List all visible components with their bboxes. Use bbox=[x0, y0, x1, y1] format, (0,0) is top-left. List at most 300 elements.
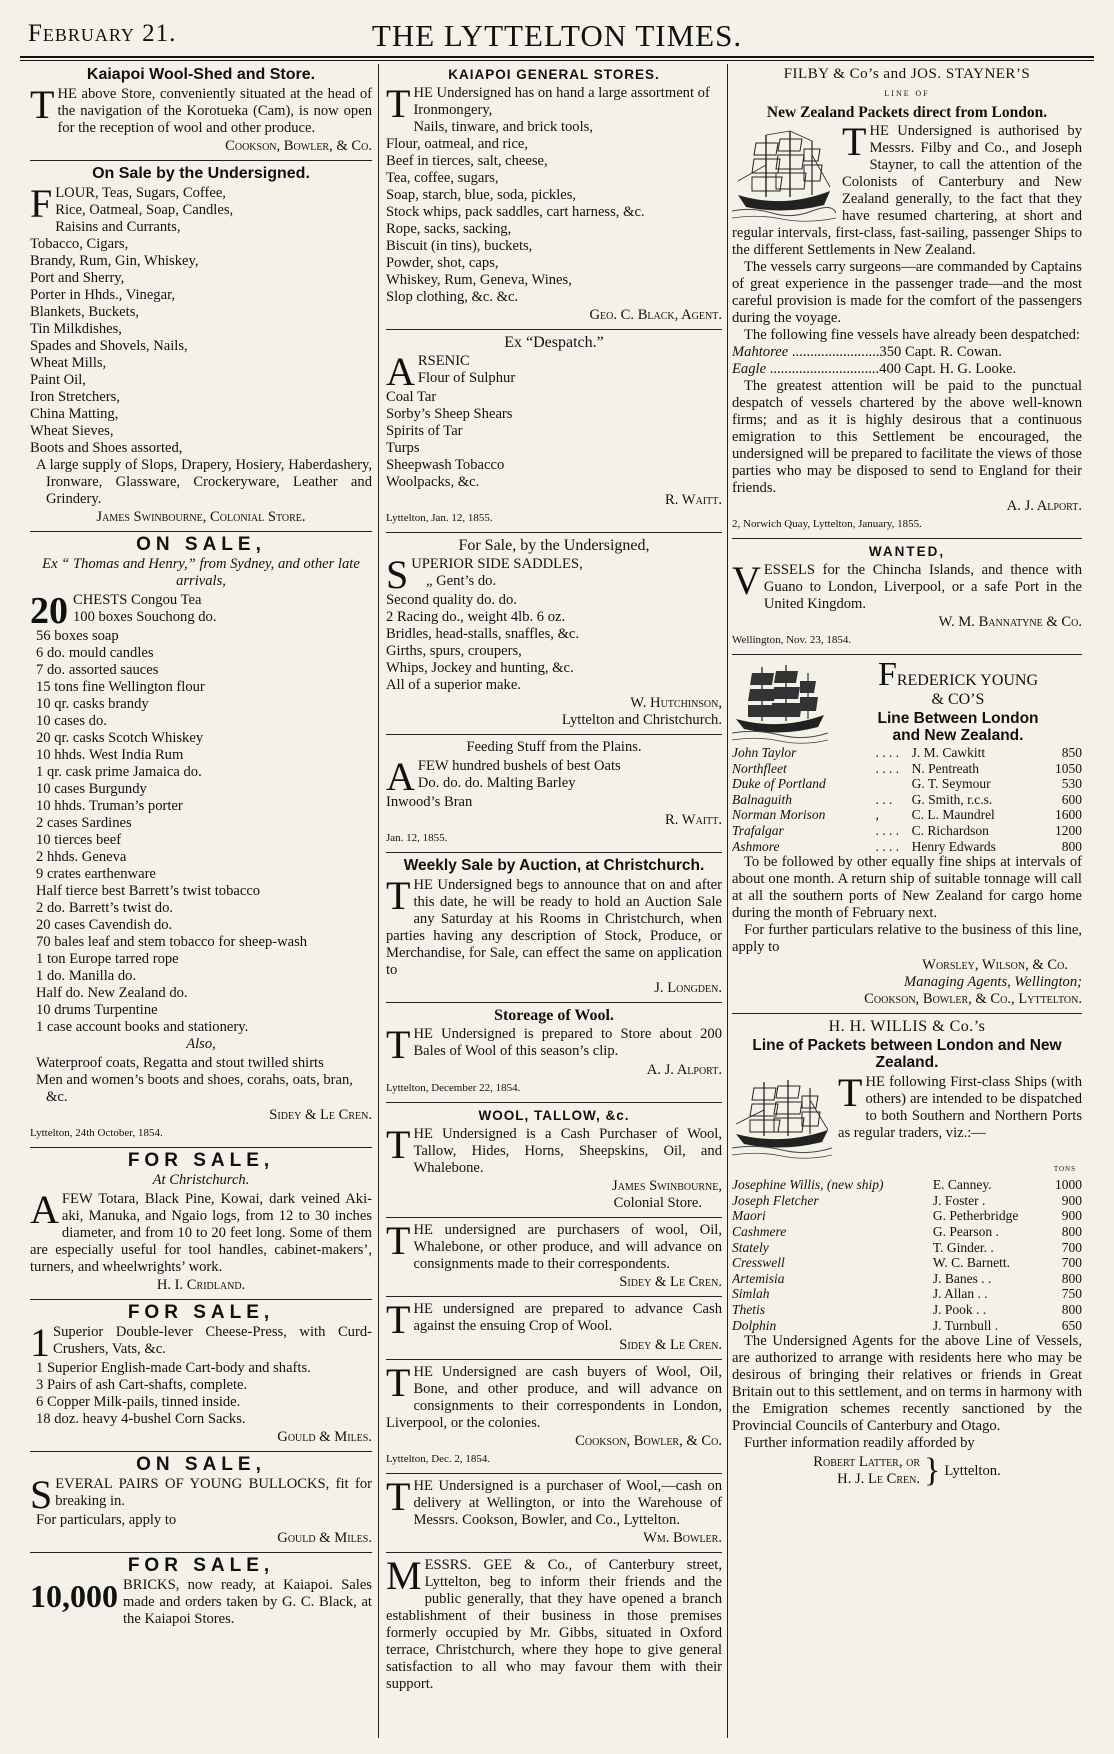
ad-signature: Gould & Miles. bbox=[277, 1429, 372, 1445]
ad-body: ESSELS for the Chincha Islands, and thence with Guano to London, Liverpool, or a safe Port in the United Kingdom. bbox=[763, 562, 1082, 612]
ad-body: HE Undersigned are cash buyers of Wool, Oil, Bone, and other produce, and will advance on consignments to their correspondents in London, Liverpool, or the colonies. bbox=[386, 1364, 722, 1431]
newspaper-title: THE LYTTELTON TIMES. bbox=[371, 18, 743, 53]
ad-signature: Sidey & Le Cren. bbox=[619, 1274, 722, 1290]
drop-initial: S bbox=[386, 552, 409, 597]
list-item: Soap, starch, blue, soda, pickles, bbox=[386, 187, 577, 203]
ad-date: 2, Norwich Quay, Lyttelton, January, 1855. bbox=[732, 518, 922, 530]
ad-signature: Gould & Miles. bbox=[277, 1530, 372, 1546]
ad-separator bbox=[386, 1296, 722, 1297]
table-row bbox=[732, 1286, 1082, 1302]
ad-title: WOOL, TALLOW, &c. bbox=[478, 1108, 630, 1123]
ad-title: & CO’S bbox=[931, 691, 985, 708]
list-item: Sorby’s Sheep Shears bbox=[386, 406, 513, 422]
list-item: 1 do. Manilla do. bbox=[36, 968, 137, 984]
ad-separator bbox=[386, 1102, 722, 1103]
ship-name: Josephine Willis, (new ship) bbox=[732, 1177, 884, 1193]
ship-name: Stately bbox=[732, 1239, 769, 1255]
list-item: China Matting, bbox=[30, 406, 119, 422]
list-item: Wheat Mills, bbox=[30, 355, 107, 371]
captain: G. Petherbridge bbox=[932, 1208, 1019, 1224]
table-row bbox=[732, 1177, 1082, 1193]
ship-dots: . . . bbox=[875, 791, 893, 807]
list-item: 2 do. Barrett’s twist do. bbox=[36, 900, 174, 916]
column-3 bbox=[732, 64, 1082, 1738]
column-2 bbox=[386, 64, 722, 1738]
ad-on-sale-undersigned bbox=[30, 165, 372, 526]
ad-title: and New Zealand. bbox=[892, 727, 1024, 744]
ad-separator bbox=[386, 329, 722, 330]
ship-name: Norman Morison bbox=[732, 807, 826, 823]
ad-signature: Worsley, Wilson, & Co. bbox=[922, 957, 1068, 974]
ad-signature: Geo. C. Black, Agent. bbox=[589, 307, 722, 323]
ad-thomas-henry bbox=[30, 536, 372, 1142]
ad-frederick-young bbox=[732, 659, 1082, 1008]
ad-separator bbox=[30, 1451, 372, 1452]
list-item: Raisins and Currants, bbox=[55, 219, 181, 235]
ad-title: FOR SALE, bbox=[127, 1150, 275, 1171]
list-item: 10 hhds. Truman’s porter bbox=[36, 798, 183, 814]
list-item: Waterproof coats, Regatta and stout twilled shirts bbox=[36, 1055, 324, 1071]
ship-name: Dolphin bbox=[732, 1317, 777, 1333]
list-item: UPERIOR SIDE SADDLES, bbox=[411, 556, 583, 572]
tons: 1050 bbox=[1055, 760, 1082, 776]
ad-bullocks bbox=[30, 1456, 372, 1547]
ad-body: The vessels carry surgeons—are commanded by Captains of great experience in the passenger trade—and the most careful provision is made for the comfort of the passengers during the voyage. bbox=[732, 259, 1082, 326]
tons: 530 bbox=[1061, 776, 1082, 792]
list-item: 15 tons fine Wellington flour bbox=[36, 679, 205, 695]
ad-willis-packets bbox=[732, 1018, 1082, 1488]
drop-initial: F bbox=[30, 181, 53, 226]
ship-detail: ..............................400 Capt. H. G. Looke. bbox=[769, 361, 1017, 377]
ad-signature: Robert Latter, or bbox=[813, 1454, 921, 1471]
ship-name: Trafalgar bbox=[732, 822, 784, 838]
list-item: Tea, coffee, sugars, bbox=[386, 170, 499, 186]
list-item: 20 qr. casks Scotch Whiskey bbox=[36, 730, 204, 746]
table-row bbox=[732, 807, 1082, 823]
ad-signature: A. J. Alport. bbox=[1006, 498, 1082, 514]
ad-signature: R. Waitt. bbox=[665, 812, 722, 828]
tons: 1600 bbox=[1055, 807, 1082, 823]
tons: 800 bbox=[1061, 838, 1082, 854]
table-row bbox=[732, 823, 1082, 839]
ad-body: HE Undersigned has on hand a large assortment of bbox=[413, 85, 710, 101]
list-item: Rope, sacks, sacking, bbox=[386, 221, 512, 237]
list-item: 10 drums Turpentine bbox=[36, 1002, 158, 1018]
list-item: Inwood’s Bran bbox=[386, 794, 473, 810]
ad-signature: Cookson, Bowler, & Co. bbox=[575, 1433, 722, 1449]
ad-subtitle: New Zealand Packets direct from London. bbox=[766, 104, 1048, 121]
list-item: CHESTS Congou Tea bbox=[73, 592, 202, 608]
list-item: 1 case account books and stationery. bbox=[36, 1019, 249, 1035]
ad-title: KAIAPOI GENERAL STORES. bbox=[448, 67, 660, 82]
list-item: Tin Milkdishes, bbox=[30, 321, 122, 337]
ad-body: EVERAL PAIRS OF YOUNG BULLOCKS, fit for breaking in. bbox=[55, 1476, 372, 1509]
tons: 700 bbox=[1061, 1255, 1082, 1271]
list-item: Flour, oatmeal, and rice, bbox=[386, 136, 529, 152]
table-row bbox=[732, 1302, 1082, 1318]
ad-separator bbox=[386, 532, 722, 533]
ad-separator bbox=[386, 1217, 722, 1218]
ad-title: FILBY & Co’s and JOS. STAYNER’S bbox=[783, 66, 1031, 82]
tons: 800 bbox=[1061, 1270, 1082, 1286]
list-item: Sheepwash Tobacco bbox=[386, 457, 505, 473]
tons: 650 bbox=[1061, 1317, 1082, 1333]
ad-body: HE Undersigned is prepared to Store about 200 Bales of Wool of this season’s clip. bbox=[413, 1026, 722, 1059]
list-item: 6 do. mould candles bbox=[36, 645, 154, 661]
ad-bowler bbox=[386, 1474, 722, 1547]
ad-signature: R. Waitt. bbox=[665, 492, 722, 508]
captain: G. T. Seymour bbox=[911, 776, 991, 792]
ad-title: Line of Packets between London and New Zealand. bbox=[752, 1037, 1062, 1072]
ad-signature-place: Colonial Store. bbox=[613, 1195, 702, 1211]
captain: Henry Edwards bbox=[911, 838, 996, 854]
list-item: Port and Sherry, bbox=[30, 270, 125, 286]
table-row bbox=[732, 1255, 1082, 1271]
ad-separator bbox=[386, 852, 722, 853]
ad-filby-stayner bbox=[732, 66, 1082, 533]
list-item: Nails, tinware, and brick tools, bbox=[413, 119, 593, 135]
ship-name: Duke of Portland bbox=[732, 776, 826, 792]
ship-dots: . . . . bbox=[875, 745, 900, 760]
ad-body: The following fine vessels have already been despatched: bbox=[744, 327, 1080, 343]
ad-cheese-press bbox=[30, 1304, 372, 1446]
column-rule-2 bbox=[727, 64, 728, 1738]
tons: 750 bbox=[1061, 1286, 1082, 1302]
list-item: 2 cases Sardines bbox=[36, 815, 132, 831]
ad-body: HE Undersigned begs to announce that on and after this date, he will be ready to hold an Auction Sale any Saturday at his Rooms in Christchurch, when parties having any description of Stock, Produce, or Merchandise, for Sale, can effect the same on application to bbox=[386, 877, 722, 978]
list-item: Whips, Jockey and hunting, &c. bbox=[386, 660, 574, 676]
ad-subtitle: At Christchurch. bbox=[152, 1172, 250, 1188]
ad-line-of: line of bbox=[884, 87, 930, 99]
ad-line: For particulars, apply to bbox=[36, 1512, 177, 1528]
ad-wanted-vessels bbox=[732, 543, 1082, 649]
list-item: 1 ton Europe tarred rope bbox=[36, 951, 179, 967]
ad-body: For further particulars relative to the business of this line, apply to bbox=[732, 922, 1082, 956]
ad-timber bbox=[30, 1152, 372, 1294]
captain: C. Richardson bbox=[911, 822, 989, 838]
tons: 850 bbox=[1061, 745, 1082, 760]
drop-initial: T bbox=[30, 82, 55, 127]
ships-table bbox=[732, 1177, 1082, 1333]
ad-title: Weekly Sale by Auction, at Christchurch. bbox=[403, 857, 705, 874]
ad-cash-advance bbox=[386, 1297, 722, 1354]
list-item: Paint Oil, bbox=[30, 372, 86, 388]
column-rule-1 bbox=[378, 64, 379, 1738]
list-item: 10 qr. casks brandy bbox=[36, 696, 149, 712]
list-item: Iron Stretchers, bbox=[30, 389, 120, 405]
captain: J. Turnbull . bbox=[932, 1317, 999, 1333]
drop-initial: 1 bbox=[30, 1320, 50, 1365]
ad-signature: Sidey & Le Cren. bbox=[619, 1337, 722, 1353]
list-item: Porter in Hhds., Vinegar, bbox=[30, 287, 175, 303]
captain: C. L. Maundrel bbox=[911, 807, 995, 823]
ship-dots: . . . . bbox=[875, 838, 900, 854]
list-item: 56 boxes soap bbox=[36, 628, 119, 644]
list-item: Powder, shot, caps, bbox=[386, 255, 499, 271]
list-item: Half do. New Zealand do. bbox=[36, 985, 188, 1001]
ad-body: The Undersigned Agents for the above Line of Vessels, are authorized to arrange with residents here who may be desirous of bringing their relatives or friends in Great Britain out to this settlement, and on terms in harmony with the Emigration schemes recently sanctioned by the Provincial Councils of Canterbury and Otago. bbox=[732, 1333, 1082, 1435]
captain: J. Pook . . bbox=[932, 1301, 987, 1317]
tons: 900 bbox=[1061, 1192, 1082, 1208]
ship-dots: . . . . bbox=[875, 822, 900, 838]
ad-title: ON SALE, bbox=[136, 534, 266, 555]
ad-date: Lyttelton, Dec. 2, 1854. bbox=[386, 1453, 491, 1465]
ship-name: Joseph Fletcher bbox=[732, 1192, 819, 1208]
list-item: Do. do. do. Malting Barley bbox=[417, 775, 576, 791]
captain: N. Pentreath bbox=[911, 760, 980, 776]
ad-separator bbox=[732, 1013, 1082, 1014]
ad-signature: W. Hutchinson, bbox=[630, 695, 722, 711]
table-row bbox=[732, 1240, 1082, 1256]
list-item: Coal Tar bbox=[386, 389, 437, 405]
ship-name: Northfleet bbox=[732, 760, 787, 776]
captain: J. Foster . bbox=[932, 1192, 986, 1208]
list-item: Second quality do. do. bbox=[386, 592, 517, 608]
list-item: „ Gent’s do. bbox=[426, 573, 497, 589]
list-item: Girths, spurs, croupers, bbox=[386, 643, 522, 659]
captain: J. Allan . . bbox=[932, 1286, 988, 1302]
list-item: Half tierce best Barrett’s twist tobacco bbox=[36, 883, 261, 899]
ship-name: Cashmere bbox=[732, 1223, 787, 1239]
drop-initial: T bbox=[386, 1218, 411, 1263]
ad-title: FOR SALE, bbox=[127, 1302, 275, 1323]
drop-initial: T bbox=[386, 1297, 411, 1342]
list-item: Woolpacks, &c. bbox=[386, 474, 480, 490]
tons: 900 bbox=[1061, 1208, 1082, 1224]
ad-signature: H. J. Le Cren. bbox=[837, 1471, 921, 1488]
list-item: Boots and Shoes assorted, bbox=[30, 440, 183, 456]
drop-initial: S bbox=[30, 1472, 53, 1517]
ad-separator bbox=[30, 1552, 372, 1553]
brace: } bbox=[924, 1452, 941, 1490]
list-item: 2 hhds. Geneva bbox=[36, 849, 127, 865]
list-item: 10 cases Burgundy bbox=[36, 781, 147, 797]
ship-name: Ashmore bbox=[732, 838, 780, 854]
list-item: All of a superior make. bbox=[386, 677, 521, 693]
list-item: Tobacco, Cigars, bbox=[30, 236, 129, 252]
ad-general-stores bbox=[386, 66, 722, 324]
sailing-ship-icon bbox=[732, 1076, 832, 1160]
ship-dots bbox=[875, 776, 911, 792]
ad-body: BRICKS, now ready, at Kaiapoi. Sales made and orders taken by G. C. Black, at the Kaiapoi Stores. bbox=[123, 1577, 372, 1627]
ad-weekly-auction bbox=[386, 857, 722, 997]
list-item: 2 Racing do., weight 4lb. 6 oz. bbox=[386, 609, 566, 625]
ad-title: REDERICK YOUNG bbox=[896, 672, 1039, 689]
ship-name: John Taylor bbox=[732, 745, 797, 760]
ad-title: Line Between London bbox=[877, 710, 1039, 727]
ad-signature-place: Lyttelton and Christchurch. bbox=[561, 712, 722, 728]
list-item: 1 qr. cask prime Jamaica do. bbox=[36, 764, 202, 780]
list-item: FEW hundred bushels of best Oats bbox=[417, 758, 621, 774]
ad-signature-place: Managing Agents, Wellington; bbox=[904, 974, 1082, 991]
tons-label: tons bbox=[1053, 1163, 1076, 1175]
captain: W. C. Barnett. bbox=[932, 1255, 1010, 1271]
ad-body: The greatest attention will be paid to the punctual despatch of vessels chartered by the above well-known firms; and as it is highly desirous that a continuous emigration to this Settlement be encouraged, the undersigned will be prepared to facilitate the views of those parties who may be disposed to send to England for their friends. bbox=[732, 378, 1082, 496]
ad-date: Lyttelton, 24th October, 1854. bbox=[30, 1127, 163, 1139]
table-row bbox=[732, 1224, 1082, 1240]
ad-date: Jan. 12, 1855. bbox=[386, 832, 448, 844]
ad-title: ON SALE, bbox=[136, 1454, 266, 1475]
list-item: 7 do. assorted sauces bbox=[36, 662, 159, 678]
ad-date: Lyttelton, Jan. 12, 1855. bbox=[386, 512, 493, 524]
drop-initial: T bbox=[838, 1070, 863, 1116]
ad-body: FEW Totara, Black Pine, Kowai, dark veined Aki-aki, Manuka, and Ngaio logs, from 12 to 30 inches diameter, and from 10 to 20 feet long. Some of them are especially useful for tool handles, cabinet-makers’, turners, and wheelwrights’ work. bbox=[30, 1191, 372, 1275]
list-item: 20 cases Cavendish do. bbox=[36, 917, 173, 933]
table-row bbox=[732, 776, 1082, 792]
list-item: 18 doz. heavy 4-bushel Corn Sacks. bbox=[36, 1411, 246, 1427]
ad-bricks bbox=[30, 1557, 372, 1628]
ship-name: Thetis bbox=[732, 1301, 766, 1317]
masthead-rule-thin bbox=[20, 60, 1094, 61]
drop-initial: A bbox=[30, 1187, 59, 1232]
drop-initial: A bbox=[386, 754, 415, 799]
ad-signature: James Swinbourne, Colonial Store. bbox=[96, 509, 306, 525]
ad-wool-purchasers bbox=[386, 1218, 722, 1291]
ad-signature: Wm. Bowler. bbox=[643, 1530, 722, 1546]
drop-initial: F bbox=[877, 659, 897, 693]
ship-dots: , bbox=[875, 807, 879, 823]
ship-name: Eagle bbox=[732, 361, 767, 377]
ad-signature: Cookson, Bowler, & Co., Lyttelton. bbox=[864, 991, 1082, 1008]
ad-date: Wellington, Nov. 23, 1854. bbox=[732, 634, 852, 646]
list-item: Bridles, head-stalls, snaffles, &c. bbox=[386, 626, 580, 642]
ad-separator bbox=[386, 1552, 722, 1553]
ad-date: Lyttelton, December 22, 1854. bbox=[386, 1082, 521, 1094]
ad-gee-co bbox=[386, 1553, 722, 1693]
drop-initial: T bbox=[386, 1022, 411, 1067]
drop-initial: T bbox=[386, 1360, 411, 1405]
sailing-ship-icon bbox=[732, 125, 836, 225]
ad-cash-buyers bbox=[386, 1360, 722, 1468]
ship-name: Mahtoree bbox=[732, 344, 789, 360]
list-item: 70 bales leaf and stem tobacco for sheep-wash bbox=[36, 934, 308, 950]
list-item: Slop clothing, &c. &c. bbox=[386, 289, 519, 305]
captain: G. Pearson . bbox=[932, 1223, 999, 1239]
ad-storeage-wool bbox=[386, 1007, 722, 1097]
tons: 800 bbox=[1061, 1223, 1082, 1239]
ad-signature: James Swinbourne, bbox=[612, 1178, 722, 1194]
masthead-rule bbox=[20, 56, 1094, 58]
ship-detail: ........................350 Capt. R. Cowan. bbox=[791, 344, 1002, 360]
ad-separator bbox=[30, 160, 372, 161]
ad-body: HE following First-class Ships (with others) are intended to be dispatched to both Southern and Northern Ports as regular traders, viz.:— bbox=[838, 1074, 1082, 1142]
list-item: Turps bbox=[386, 440, 420, 456]
ad-woolshed bbox=[30, 66, 372, 155]
ad-wool-tallow bbox=[386, 1107, 722, 1212]
drop-initial: V bbox=[732, 558, 761, 603]
ad-separator bbox=[30, 1299, 372, 1300]
drop-initial: T bbox=[842, 119, 867, 164]
ad-separator bbox=[732, 654, 1082, 655]
ad-body: HE Undersigned is a Cash Purchaser of Wool, Tallow, Hides, Horns, Sheepskins, Oil, and Whalebone. bbox=[413, 1126, 722, 1176]
ships-table bbox=[732, 745, 1082, 854]
list-item: Beef in tierces, salt, cheese, bbox=[386, 153, 548, 169]
ad-subtitle: Ex “ Thomas and Henry,” from Sydney, and other late arrivals, bbox=[42, 556, 360, 589]
list-item: 10 cases do. bbox=[36, 713, 107, 729]
list-item: Ironmongery, bbox=[413, 102, 493, 118]
captain: J. Banes . . bbox=[932, 1270, 992, 1286]
list-item: Rice, Oatmeal, Soap, Candles, bbox=[55, 202, 234, 218]
ad-separator bbox=[386, 1359, 722, 1360]
drop-initial: T bbox=[386, 1122, 411, 1167]
captain: E. Canney. bbox=[932, 1177, 992, 1193]
ad-title: Ex “Despatch.” bbox=[504, 334, 604, 351]
ad-title: Kaiapoi Wool-Shed and Store. bbox=[86, 66, 316, 83]
list-item: 10 hhds. West India Rum bbox=[36, 747, 184, 763]
table-row bbox=[732, 745, 1082, 761]
ad-signature-place: Lyttelton. bbox=[944, 1462, 1001, 1479]
ad-signature: J. Longden. bbox=[654, 980, 722, 996]
also-label: Also, bbox=[186, 1036, 216, 1052]
list-item: 100 boxes Souchong do. bbox=[73, 609, 217, 625]
tons: 1200 bbox=[1055, 822, 1082, 838]
table-row bbox=[732, 839, 1082, 855]
ad-title: WANTED, bbox=[868, 544, 946, 559]
ad-body: Further information readily afforded by bbox=[744, 1435, 975, 1452]
list-item: 1 Superior English-made Cart-body and shafts. bbox=[36, 1360, 311, 1376]
masthead bbox=[20, 18, 1094, 53]
ad-separator bbox=[30, 531, 372, 532]
table-row bbox=[732, 761, 1082, 777]
ad-signature: Sidey & Le Cren. bbox=[269, 1107, 372, 1123]
ad-signature: H. I. Cridland. bbox=[156, 1277, 246, 1293]
ad-title: Storeage of Wool. bbox=[494, 1007, 614, 1024]
drop-initial: T bbox=[386, 81, 411, 126]
list-item: 9 crates earthenware bbox=[36, 866, 156, 882]
table-row bbox=[732, 1318, 1082, 1334]
ad-separator bbox=[386, 1002, 722, 1003]
ad-body: HE undersigned are purchasers of wool, Oil, Whalebone, or other produce, and will advance on consignments made to their correspondents. bbox=[413, 1222, 722, 1272]
ad-separator bbox=[386, 734, 722, 735]
list-item: 3 Pairs of ash Cart-shafts, complete. bbox=[36, 1377, 248, 1393]
list-item: Whiskey, Rum, Geneva, Wines, bbox=[386, 272, 572, 288]
list-item: 10 tierces beef bbox=[36, 832, 122, 848]
ad-separator bbox=[30, 1147, 372, 1148]
ship-dots: . . . . bbox=[875, 760, 900, 776]
ad-title: Feeding Stuff from the Plains. bbox=[466, 739, 642, 755]
ad-title: On Sale by the Undersigned. bbox=[92, 165, 310, 182]
ad-body: HE undersigned are prepared to advance Cash against the ensuing Crop of Wool. bbox=[413, 1301, 722, 1334]
list-item: Flour of Sulphur bbox=[417, 370, 516, 386]
ad-title: FOR SALE, bbox=[127, 1555, 275, 1576]
ad-title: H. H. WILLIS & Co.’s bbox=[828, 1018, 986, 1036]
ad-signature: Cookson, Bowler, & Co. bbox=[225, 138, 372, 154]
drop-initial: 10,000 bbox=[30, 1578, 118, 1614]
ship-name: Cresswell bbox=[732, 1255, 785, 1271]
ad-despatch bbox=[386, 334, 722, 527]
ad-body: HE Undersigned is a purchaser of Wool,—cash on delivery at Wellington, or into the Warehouse of Messrs. Cookson, Bowler, and Co., Lyttelton. bbox=[413, 1478, 722, 1528]
drop-initial: M bbox=[386, 1553, 422, 1598]
ad-body: ESSRS. GEE & Co., of Canterbury street, Lyttelton, beg to inform their friends and the public generally, that they have opened a branch establishment of their business in those premises formerly occupied by Mr. Gibbs, situated in Oxford terrace, Christchurch, where they hope to give general satisfaction to all who may favour them with their support. bbox=[386, 1557, 722, 1692]
list-item: 6 Copper Milk-pails, tinned inside. bbox=[36, 1394, 241, 1410]
captain: G. Smith, r.c.s. bbox=[911, 791, 993, 807]
list-item: A large supply of Slops, Drapery, Hosiery, Haberdashery, Ironware, Glassware, Crockeryware, Leather and Grindery. bbox=[36, 457, 372, 507]
sailing-ship-icon bbox=[732, 661, 828, 745]
ad-body: To be followed by other equally fine ships at intervals of about one month. A return ship of suitable tonnage will call at all the southern ports of New Zealand for cargo home during the month of February next. bbox=[732, 854, 1082, 922]
list-item: LOUR, Teas, Sugars, Coffee, bbox=[55, 185, 226, 201]
drop-initial: T bbox=[386, 1474, 411, 1519]
list-item: Spirits of Tar bbox=[386, 423, 463, 439]
table-row bbox=[732, 1193, 1082, 1209]
list-item: Spades and Shovels, Nails, bbox=[30, 338, 188, 354]
ad-title: For Sale, by the Undersigned, bbox=[458, 537, 650, 554]
list-item: Biscuit (in tins), buckets, bbox=[386, 238, 533, 254]
ship-name: Simlah bbox=[732, 1286, 770, 1302]
list-item: Blankets, Buckets, bbox=[30, 304, 140, 320]
drop-initial: T bbox=[386, 873, 411, 918]
tons: 800 bbox=[1061, 1301, 1082, 1317]
drop-initial: 20 bbox=[30, 590, 68, 632]
